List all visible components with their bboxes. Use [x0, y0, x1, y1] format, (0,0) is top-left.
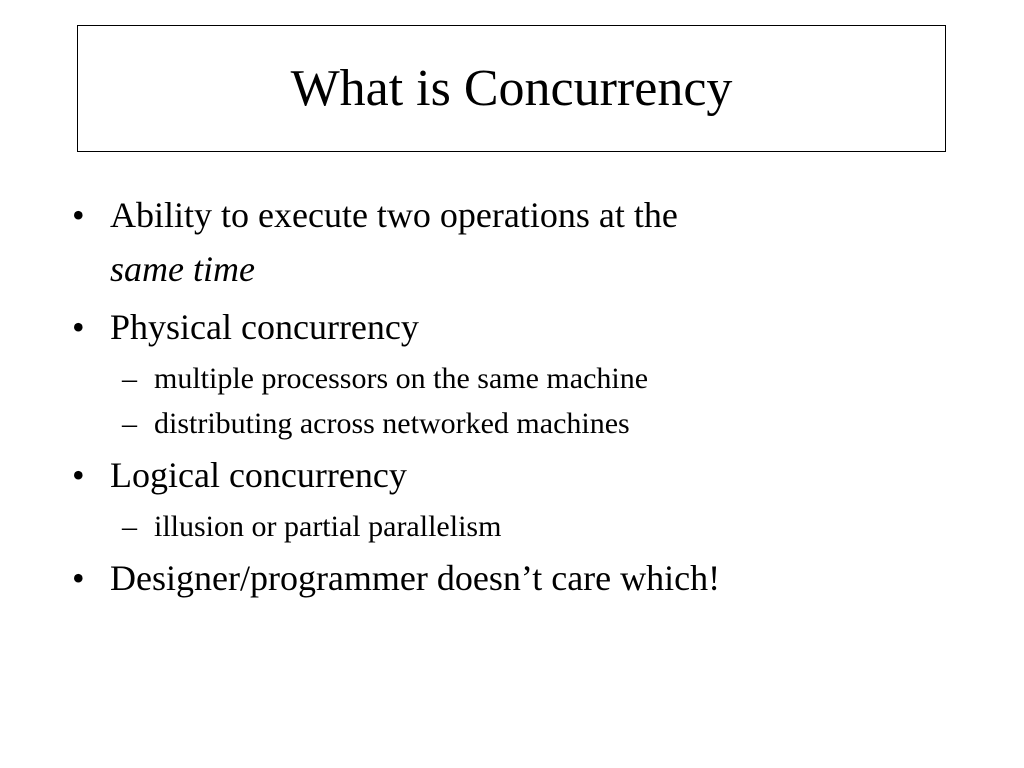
bullet-marker: • [72, 558, 85, 598]
sub-bullet-item [72, 506, 972, 547]
sub-bullet-marker: – [122, 362, 137, 395]
title-box [77, 25, 946, 152]
sub-bullet-item [72, 403, 972, 444]
bullet-list [72, 188, 972, 605]
slide-title: What is Concurrency [290, 59, 733, 117]
bullet-text: Designer/programmer doesn’t care which! [110, 558, 721, 598]
bullet-item [72, 300, 972, 354]
sub-bullet-marker: – [122, 407, 137, 440]
bullet-marker: • [72, 455, 85, 495]
sub-bullet-marker: – [122, 510, 137, 543]
sub-bullet-text: multiple processors on the same machine [154, 362, 649, 395]
bullet-item [72, 448, 972, 502]
bullet-text: Ability to execute two operations at the [110, 195, 678, 235]
sub-bullet-item [72, 358, 972, 399]
sub-bullet-text: distributing across networked machines [154, 407, 630, 440]
sub-bullet-text: illusion or partial parallelism [154, 510, 502, 543]
bullet-item [72, 551, 972, 605]
bullet-item [72, 188, 972, 296]
bullet-marker: • [72, 307, 85, 347]
bullet-marker: • [72, 195, 85, 235]
bullet-text: Physical concurrency [110, 307, 419, 347]
bullet-text-emphasis: same time [110, 249, 255, 289]
bullet-text: Logical concurrency [110, 455, 407, 495]
